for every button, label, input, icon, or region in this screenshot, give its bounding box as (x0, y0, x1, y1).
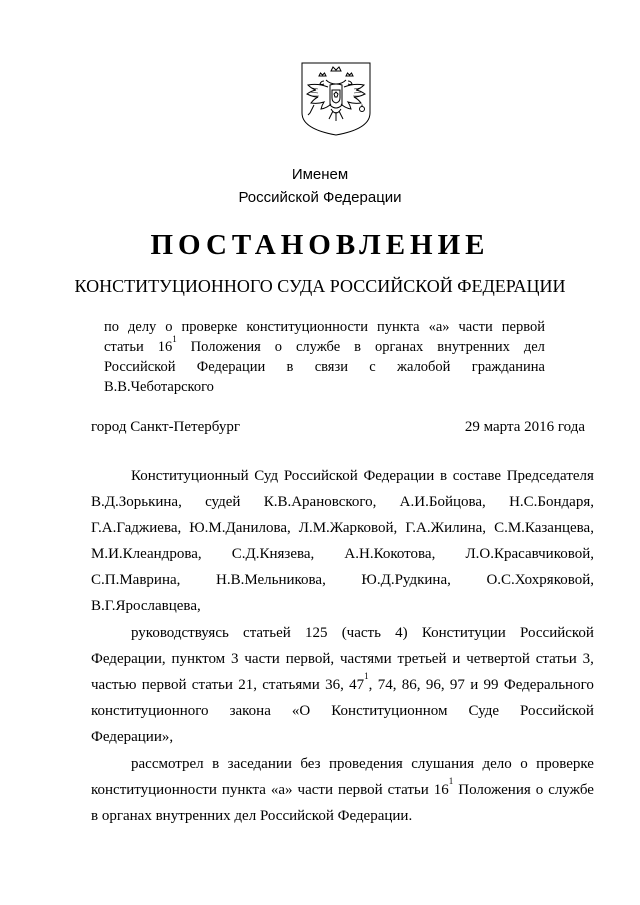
word: Председателя (506, 468, 594, 484)
paragraph-composition (91, 465, 594, 617)
text-line (91, 465, 594, 487)
word: части (297, 782, 333, 798)
word: внутренних (437, 339, 510, 355)
case-subject (104, 317, 545, 397)
text-line (91, 776, 594, 801)
word: первой (141, 677, 187, 693)
word: 74, (377, 677, 397, 693)
word: Ю.М.Данилова, (189, 520, 291, 536)
text-line (91, 700, 594, 722)
word: 3, (582, 651, 594, 667)
word: 97 (449, 677, 465, 693)
word: заседании (227, 756, 292, 772)
word: в (354, 339, 361, 355)
word: рассмотрел (131, 756, 204, 772)
text-line (91, 648, 594, 670)
word: $16^1$ (433, 776, 454, 798)
word: Российской (283, 468, 358, 484)
word: статьи (191, 677, 233, 693)
word: Российской (520, 625, 594, 641)
word: статьей (243, 625, 291, 641)
word: частью (91, 677, 137, 693)
word: первой, (285, 651, 335, 667)
text-line: Федерации», (91, 729, 174, 745)
word: судей (205, 494, 241, 510)
subject-line (104, 334, 545, 357)
word: 125 (304, 625, 328, 641)
word: о (165, 319, 173, 335)
text-line (91, 622, 594, 644)
word: и (452, 651, 461, 667)
word: Суде (468, 703, 499, 719)
word: В.Д.Зорькина, (91, 494, 182, 510)
paragraph-considered (91, 753, 594, 827)
word: Конституционном (331, 703, 448, 719)
word: в (439, 468, 448, 484)
text-line: в органах внутренних дел Российской Федерации. (91, 808, 413, 824)
word: третьей (397, 651, 447, 667)
word: С.М.Казанцева, (494, 520, 594, 536)
word: дел (523, 339, 545, 355)
word: руководствуясь (131, 625, 229, 641)
text-line (91, 491, 594, 513)
word: К.В.Арановского, (263, 494, 377, 510)
word: статьями (262, 677, 320, 693)
word: 99 (483, 677, 499, 693)
word: конституционности (91, 782, 217, 798)
word: Конституционный (131, 468, 249, 484)
text-line (91, 543, 594, 565)
word: О.С.Хохряковой, (486, 572, 594, 588)
word: составе (452, 468, 501, 484)
city: город Санкт-Петербург (91, 419, 240, 435)
word: связи (314, 359, 348, 375)
word: «а» (428, 319, 450, 335)
word: делу (128, 319, 157, 335)
word: Г.А.Гаджиева, (91, 520, 182, 536)
word: и (470, 677, 479, 693)
word: А.И.Бойцова, (399, 494, 486, 510)
text-line (91, 569, 594, 591)
word: части (458, 319, 493, 335)
text-line: В.Г.Ярославцева, (91, 598, 201, 614)
text-line (91, 753, 594, 775)
word: Российской (104, 359, 176, 375)
word: Федерации (196, 359, 266, 375)
court-name: КОНСТИТУЦИОННОГО СУДА РОССИЙСКОЙ ФЕДЕРАЦИИ (74, 276, 566, 296)
word: проверке (536, 756, 594, 772)
word: Федерации, (91, 651, 166, 667)
word: Федерации (363, 468, 435, 484)
word: Н.С.Бондаря, (509, 494, 594, 510)
word: Положения (190, 339, 261, 355)
word: о (535, 782, 544, 798)
word: четвертой (466, 651, 530, 667)
word: Конституции (421, 625, 506, 641)
word: С.П.Маврина, (91, 572, 181, 588)
word: статьи (535, 651, 577, 667)
word: гражданина (471, 359, 545, 375)
word: А.Н.Кокотова, (344, 546, 436, 562)
word: пункта (221, 782, 266, 798)
word: с (369, 359, 376, 375)
word: 3 (231, 651, 239, 667)
word: конституционности (246, 319, 369, 335)
word: Федерального (503, 677, 594, 693)
word: органах (374, 339, 424, 355)
invocation-federation: Российской Федерации (238, 189, 402, 206)
word: «а» (270, 782, 293, 798)
word: М.И.Клеандрова, (91, 546, 202, 562)
word: 21, (238, 677, 257, 693)
word: Л.О.Красавчиковой, (465, 546, 594, 562)
word: о (274, 339, 282, 355)
word: статьи (104, 339, 144, 355)
word: службе (548, 782, 594, 798)
text-line (91, 671, 594, 696)
word: Российской (520, 703, 594, 719)
word: Л.М.Жарковой, (298, 520, 398, 536)
word: статьи (387, 782, 429, 798)
decision-date: 29 марта 2016 года (464, 419, 585, 435)
word: проведения (329, 756, 403, 772)
word: части (244, 651, 280, 667)
word: первой (337, 782, 383, 798)
word: 4) (395, 625, 408, 641)
word: пункта (377, 319, 420, 335)
text-line (91, 517, 594, 539)
word: (часть (341, 625, 381, 641)
word: о (520, 756, 528, 772)
word: «О (291, 703, 311, 719)
word: в (286, 359, 294, 375)
word: первой (501, 319, 545, 335)
word: 86, (401, 677, 421, 693)
word: закона (229, 703, 271, 719)
word: службе (295, 339, 341, 355)
word: 96, (425, 677, 445, 693)
subject-line: В.В.Чеботарского (104, 379, 214, 395)
document-title: ПОСТАНОВЛЕНИЕ (150, 229, 490, 261)
paragraph-legal-basis (91, 622, 594, 748)
word: 36, (325, 677, 344, 693)
russian-coat-of-arms-icon (300, 61, 372, 137)
word: дело (482, 756, 512, 772)
subject-line (104, 357, 545, 377)
word: $16^1$ (157, 334, 177, 355)
word: жалобой (396, 359, 451, 375)
word: проверке (181, 319, 238, 335)
word: Н.В.Мельникова, (215, 572, 326, 588)
invocation-line: Именем (291, 166, 349, 183)
word: Ю.Д.Рудкина, (361, 572, 451, 588)
word: Суд (254, 468, 279, 484)
word: С.Д.Князева, (231, 546, 315, 562)
word: в (212, 756, 220, 772)
word: частями (340, 651, 392, 667)
word: Положения (458, 782, 531, 798)
subject-line (104, 317, 545, 337)
word: без (300, 756, 321, 772)
word: по (104, 319, 120, 335)
word: Г.А.Жилина, (405, 520, 487, 536)
word: слушания (411, 756, 475, 772)
word: конституционного (91, 703, 209, 719)
word: пунктом (171, 651, 226, 667)
word: $47^1$, (349, 671, 373, 693)
